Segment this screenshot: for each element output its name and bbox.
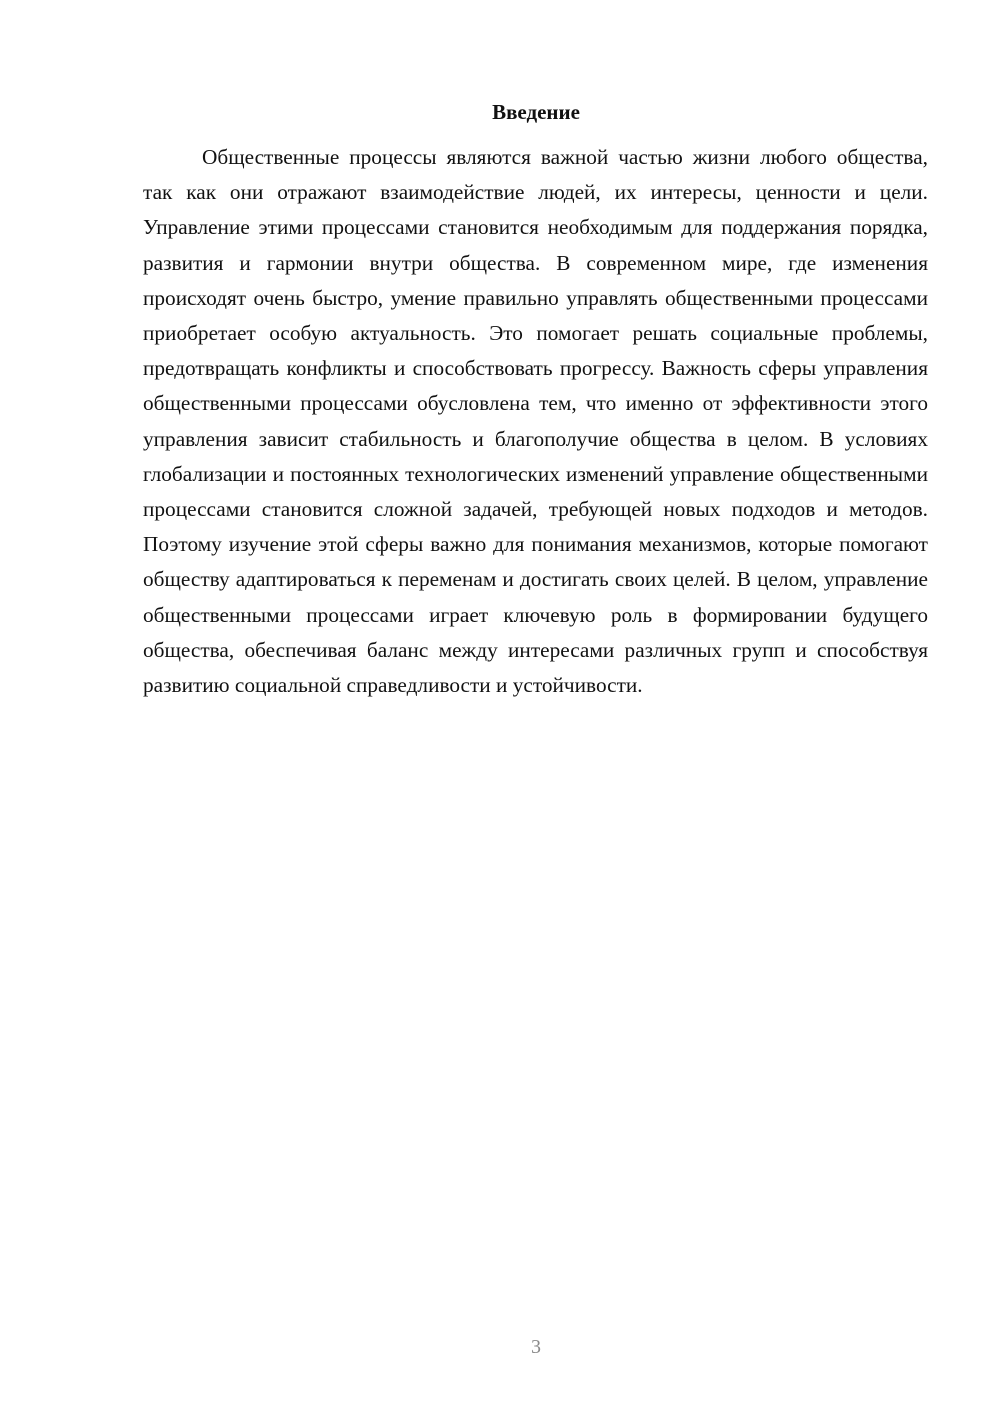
body-paragraph: Общественные процессы являются важной частью жизни любого общества, так как они отражают взаимодействие людей, их интересы, ценности и цели. Управление этими процессами становится необходимым для поддержания порядка, развития и гармонии внутри общества. В современном мире, где изменения происходят очень быстро, умение правильно управлять общественными процессами приобретает особую актуальность. Это помогает решать социальные проблемы, предотвращать конфликты и способствовать прогрессу. Важность сферы управления общественными процессами обусловлена тем, что именно от эффективности этого управления зависит стабильность и благополучие общества в целом. В условиях глобализации и постоянных технологических изменений управление общественными процессами становится сложной задачей, требующей новых подходов и методов. Поэтому изучение этой сферы важно для понимания механизмов, которые помогают обществу адаптироваться к переменам и достигать своих целей. В целом, управление общественными процессами играет ключевую роль в формировании будущего общества, обеспечивая баланс между интересами различных групп и способствуя развитию социальной справедливости и устойчивости.	[143, 145, 928, 698]
page-number: 3	[531, 1336, 541, 1358]
section-title: Введение	[492, 100, 580, 124]
